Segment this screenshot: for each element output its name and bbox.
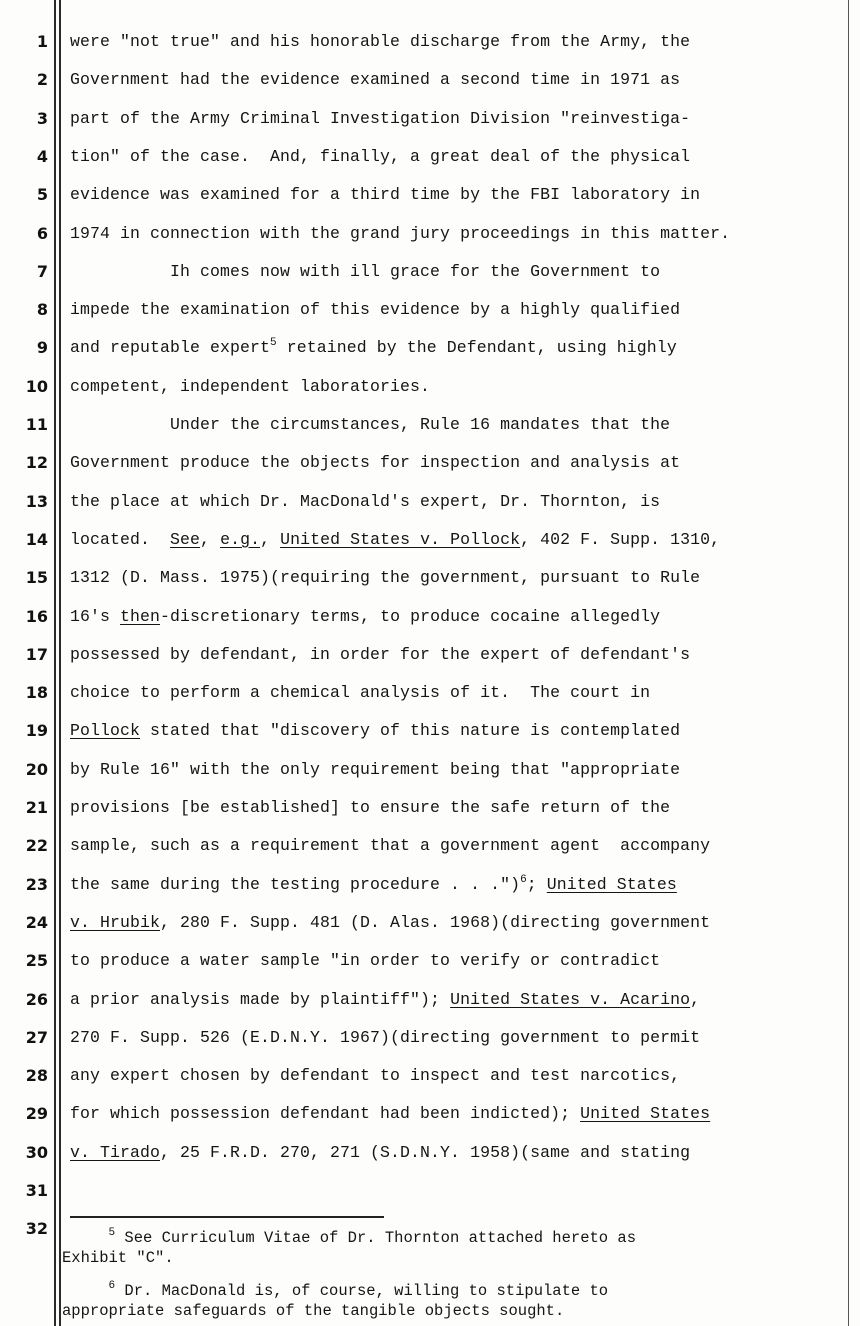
text-line <box>70 760 680 779</box>
line-number: 28 <box>25 1066 48 1086</box>
line-text: by Rule 16" with the only requirement being that "appropriate <box>70 759 681 779</box>
line-text: part of the Army Criminal Investigation Division "reinvestiga- <box>70 108 691 128</box>
text-line <box>70 185 700 204</box>
line-number: 16 <box>25 606 48 626</box>
text-line <box>70 1066 680 1085</box>
text-line <box>70 875 677 894</box>
line-text: possessed by defendant, in order for the expert of defendant's <box>70 644 691 664</box>
line-text: , <box>200 529 221 549</box>
text-line <box>70 530 720 549</box>
line-text: impede the examination of this evidence by a highly qualified <box>70 300 681 320</box>
footnote-line <box>62 1302 564 1320</box>
line-number: 18 <box>25 683 48 703</box>
line-number: 22 <box>25 836 48 856</box>
text-line <box>70 568 700 587</box>
line-text: evidence was examined for a third time by the FBI laboratory in <box>70 185 701 205</box>
line-number: 3 <box>36 108 48 128</box>
line-number: 23 <box>25 874 48 894</box>
line-text: , 402 F. Supp. 1310, <box>520 529 721 549</box>
line-text: were "not true" and his honorable discharge from the Army, the <box>70 32 691 51</box>
line-number: 15 <box>25 568 48 588</box>
line-text: choice to perform a chemical analysis of it. The court in <box>70 683 651 703</box>
line-number: 25 <box>25 951 48 971</box>
text-line <box>70 951 660 970</box>
text-line <box>70 1028 700 1047</box>
line-text: , <box>260 529 281 549</box>
line-text: Under the circumstances, Rule 16 mandates that the <box>70 415 671 434</box>
line-text: retained by the Defendant, using highly <box>276 338 677 358</box>
text-line <box>70 338 677 357</box>
line-text: ; <box>526 874 547 894</box>
line-number: 24 <box>25 912 48 932</box>
text-line <box>70 913 710 932</box>
line-number: 29 <box>25 1104 48 1124</box>
line-text: 16's <box>70 606 121 626</box>
citation-text: United States <box>546 874 677 894</box>
line-text: to produce a water sample "in order to verify or contradict <box>70 951 661 971</box>
text-line <box>70 415 670 434</box>
line-number: 26 <box>25 989 48 1009</box>
line-number: 20 <box>25 759 48 779</box>
line-text: a prior analysis made by plaintiff"); <box>70 989 451 1009</box>
line-text: Government produce the objects for inspection and analysis at <box>70 453 681 473</box>
text-line <box>70 70 680 89</box>
line-text: , 25 F.R.D. 270, 271 (S.D.N.Y. 1958)(same and stating <box>160 1142 691 1162</box>
text-line <box>70 147 690 166</box>
line-text: the place at which Dr. MacDonald's expert, Dr. Thornton, is <box>70 491 661 511</box>
line-number: 19 <box>25 721 48 741</box>
line-text: Dr. MacDonald is, of course, willing to stipulate to <box>115 1282 609 1300</box>
line-number: 32 <box>25 1219 48 1239</box>
line-text: 270 F. Supp. 526 (E.D.N.Y. 1967)(directing government to permit <box>70 1027 701 1047</box>
text-line <box>70 798 670 817</box>
footnote-reference: 6 <box>108 1280 116 1292</box>
line-text: stated that "discovery of this nature is contemplated <box>140 721 681 741</box>
line-text <box>62 1282 109 1300</box>
citation-text: e.g. <box>220 529 261 549</box>
line-text: for which possession defendant had been indicted); <box>70 1104 581 1124</box>
text-line <box>70 109 690 128</box>
line-number: 13 <box>25 491 48 511</box>
text-line <box>70 645 690 664</box>
line-text: See Curriculum Vitae of Dr. Thornton attached hereto as <box>115 1229 637 1247</box>
footnote-separator <box>70 1216 384 1218</box>
line-number: 2 <box>36 70 48 90</box>
line-text: Government had the evidence examined a second time in 1971 as <box>70 70 681 90</box>
text-line <box>70 1104 710 1123</box>
line-number: 9 <box>36 338 48 358</box>
citation-text: United States v. Pollock <box>280 529 521 549</box>
line-number: 12 <box>25 453 48 473</box>
line-text: Ih comes now with ill grace for the Government to <box>70 261 661 281</box>
footnote-line <box>62 1282 608 1300</box>
footnote-reference: 5 <box>270 337 277 350</box>
citation-text: United States <box>580 1104 711 1124</box>
footnote-line <box>62 1229 636 1247</box>
line-number: 8 <box>36 300 48 320</box>
line-number: 31 <box>25 1181 48 1200</box>
text-line <box>70 300 680 319</box>
line-text: any expert chosen by defendant to inspect and test narcotics, <box>70 1066 681 1086</box>
line-text: appropriate safeguards of the tangible objects sought. <box>62 1302 565 1320</box>
line-number: 6 <box>36 223 48 243</box>
line-number: 1 <box>36 32 48 51</box>
citation-text: then <box>120 606 161 626</box>
line-number: 11 <box>25 415 48 434</box>
text-line <box>70 32 690 51</box>
citation-text: Pollock <box>70 721 141 741</box>
line-text <box>62 1229 109 1247</box>
right-margin-rule <box>848 0 849 1326</box>
citation-text: United States v. Acarino <box>450 989 691 1009</box>
line-number: 4 <box>36 146 48 166</box>
footnote-reference: 5 <box>108 1227 116 1239</box>
line-number: 17 <box>25 644 48 664</box>
citation-text: v. Tirado <box>70 1142 161 1162</box>
line-text: located. <box>70 529 171 549</box>
line-text: sample, such as a requirement that a government agent accompany <box>70 836 711 856</box>
citation-text: v. Hrubik <box>70 912 161 932</box>
left-margin-rule-inner <box>59 0 61 1326</box>
line-number: 27 <box>25 1027 48 1047</box>
line-text: provisions [be established] to ensure the safe return of the <box>70 798 671 817</box>
line-number: 7 <box>36 261 48 281</box>
line-text: competent, independent laboratories. <box>70 376 431 396</box>
text-line <box>70 990 700 1009</box>
line-text: and reputable expert <box>70 338 271 358</box>
line-text: -discretionary terms, to produce cocaine allegedly <box>160 606 661 626</box>
line-number: 14 <box>25 529 48 549</box>
line-text: Exhibit "C". <box>62 1249 174 1267</box>
text-line <box>70 224 730 243</box>
line-text: , <box>690 989 701 1009</box>
line-text: 1312 (D. Mass. 1975)(requiring the government, pursuant to Rule <box>70 568 701 588</box>
text-line <box>70 836 710 855</box>
text-line <box>70 721 680 740</box>
line-text: 1974 in connection with the grand jury proceedings in this matter. <box>70 223 731 243</box>
text-line <box>70 453 680 472</box>
footnote-line <box>62 1249 174 1267</box>
text-line <box>70 262 660 281</box>
left-margin-rule <box>54 0 56 1326</box>
text-line <box>70 1143 690 1162</box>
line-number: 10 <box>25 376 48 396</box>
line-text: the same during the testing procedure . . .") <box>70 874 521 894</box>
text-line <box>70 492 660 511</box>
text-line <box>70 377 430 396</box>
line-number: 30 <box>25 1142 48 1162</box>
text-line <box>70 683 650 702</box>
line-text: , 280 F. Supp. 481 (D. Alas. 1968)(directing government <box>160 912 711 932</box>
footnote-reference: 6 <box>520 873 527 886</box>
text-line <box>70 607 660 626</box>
line-text: tion" of the case. And, finally, a great deal of the physical <box>70 146 691 166</box>
line-number: 5 <box>36 185 48 205</box>
line-number: 21 <box>25 798 48 817</box>
citation-text: See <box>170 529 201 549</box>
